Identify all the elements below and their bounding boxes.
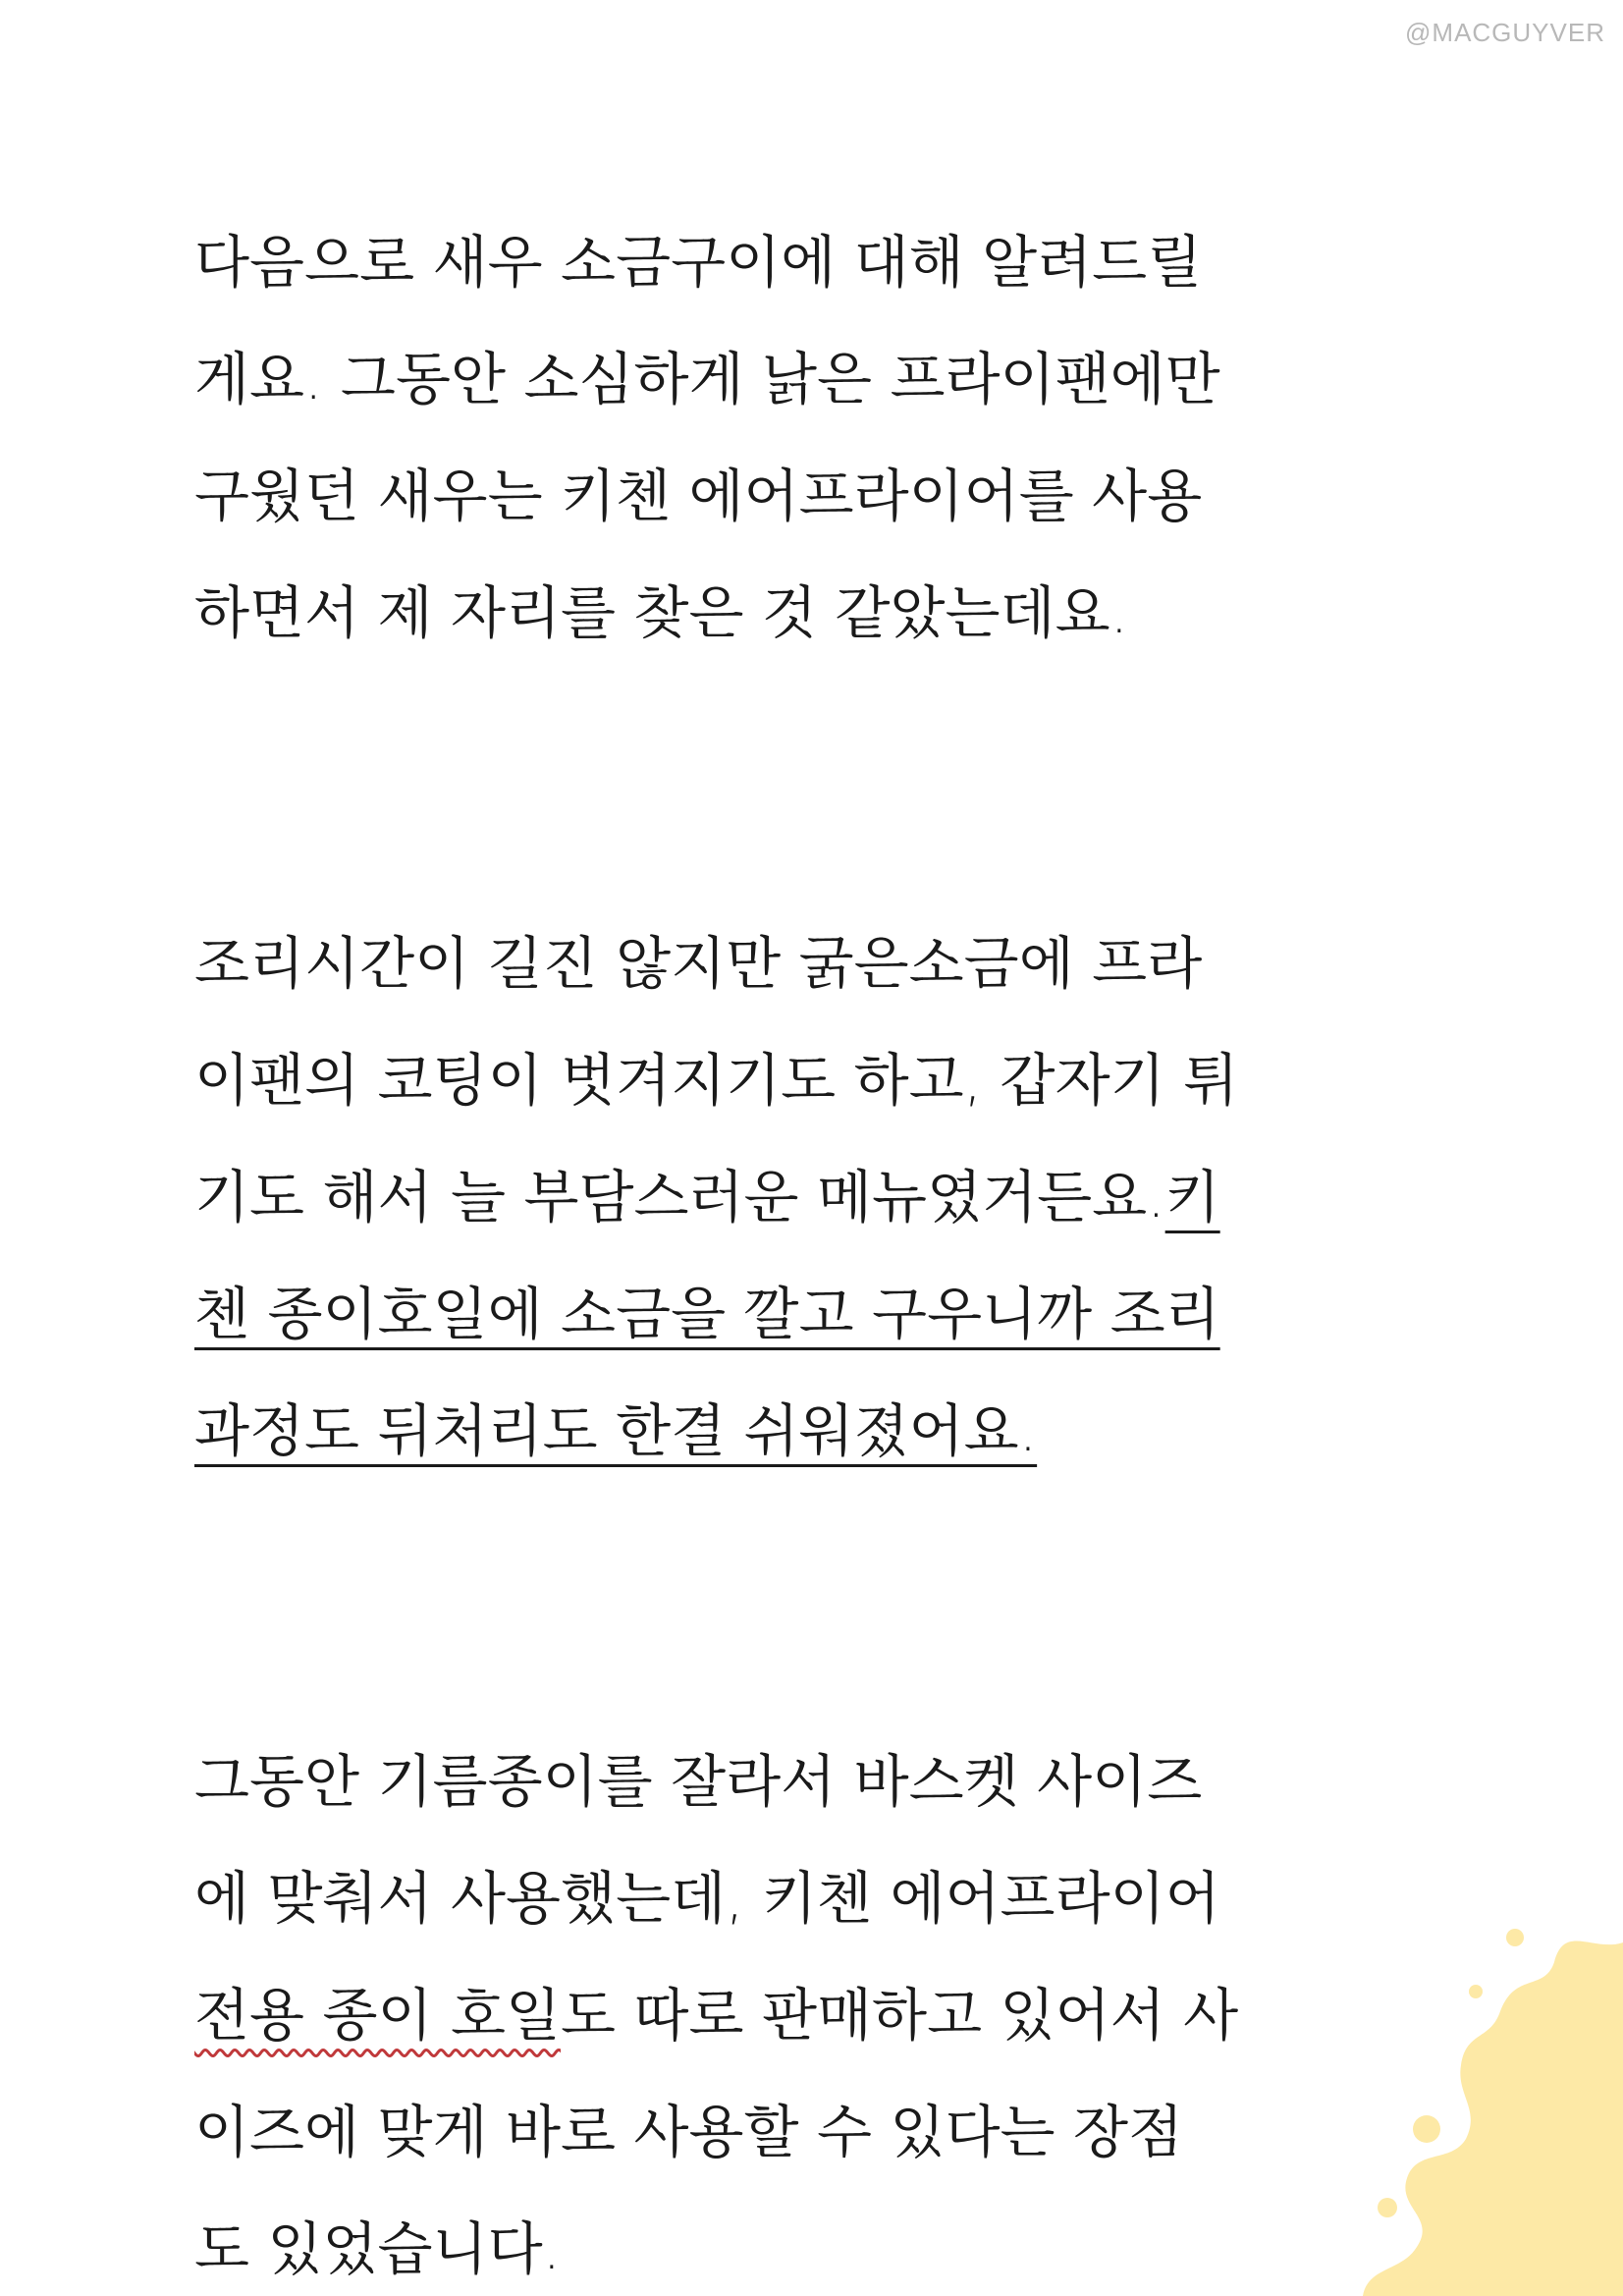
text-line xyxy=(194,1139,1471,1256)
paragraph-gap xyxy=(194,1490,1471,1723)
text-line: 도 있었습니다. xyxy=(194,2215,562,2282)
text-line xyxy=(194,1256,1471,1373)
underlined-text: 과정도 뒤처리도 한결 쉬워졌어요. xyxy=(194,1397,1038,1464)
watermark: @MACGUYVER xyxy=(1405,18,1605,47)
paragraph-gap xyxy=(194,672,1471,905)
article-body xyxy=(194,204,1471,2296)
text-line: 하면서 제 자리를 찾은 것 같았는데요. xyxy=(194,579,1129,646)
paragraph-1 xyxy=(194,204,1471,672)
text-line: 게요. 그동안 소심하게 낡은 프라이팬에만 xyxy=(194,346,1220,412)
underlined-text: 첸 종이호일에 소금을 깔고 구우니까 조리 xyxy=(194,1281,1220,1347)
text-line: 다음으로 새우 소금구이에 대해 알려드릴 xyxy=(194,229,1203,296)
underlined-text: 키 xyxy=(1164,1164,1220,1230)
text-line: 에 맞춰서 사용했는데, 키첸 에어프라이어 xyxy=(194,1865,1220,1932)
text-line: 이즈에 맞게 바로 사용할 수 있다는 장점 xyxy=(194,2099,1184,2165)
text-line xyxy=(194,1957,1471,2074)
paragraph-3 xyxy=(194,1723,1471,2296)
text-line: 그동안 기름종이를 잘라서 바스켓 사이즈 xyxy=(194,1748,1203,1815)
paragraph-2 xyxy=(194,905,1471,1490)
text-line: 구웠던 새우는 키첸 에어프라이어를 사용 xyxy=(194,463,1203,529)
text-line: 조리시간이 길진 않지만 굵은소금에 프라 xyxy=(194,930,1203,997)
text-segment: 기도 해서 늘 부담스러운 메뉴였거든요. xyxy=(194,1164,1165,1230)
wavy-highlight-text: 전용 종이 호일 xyxy=(194,1982,562,2049)
text-segment: 도 따로 판매하고 있어서 사 xyxy=(561,1982,1239,2049)
text-line xyxy=(194,1373,1471,1490)
text-line: 이팬의 코팅이 벗겨지기도 하고, 갑자기 튀 xyxy=(194,1047,1239,1114)
